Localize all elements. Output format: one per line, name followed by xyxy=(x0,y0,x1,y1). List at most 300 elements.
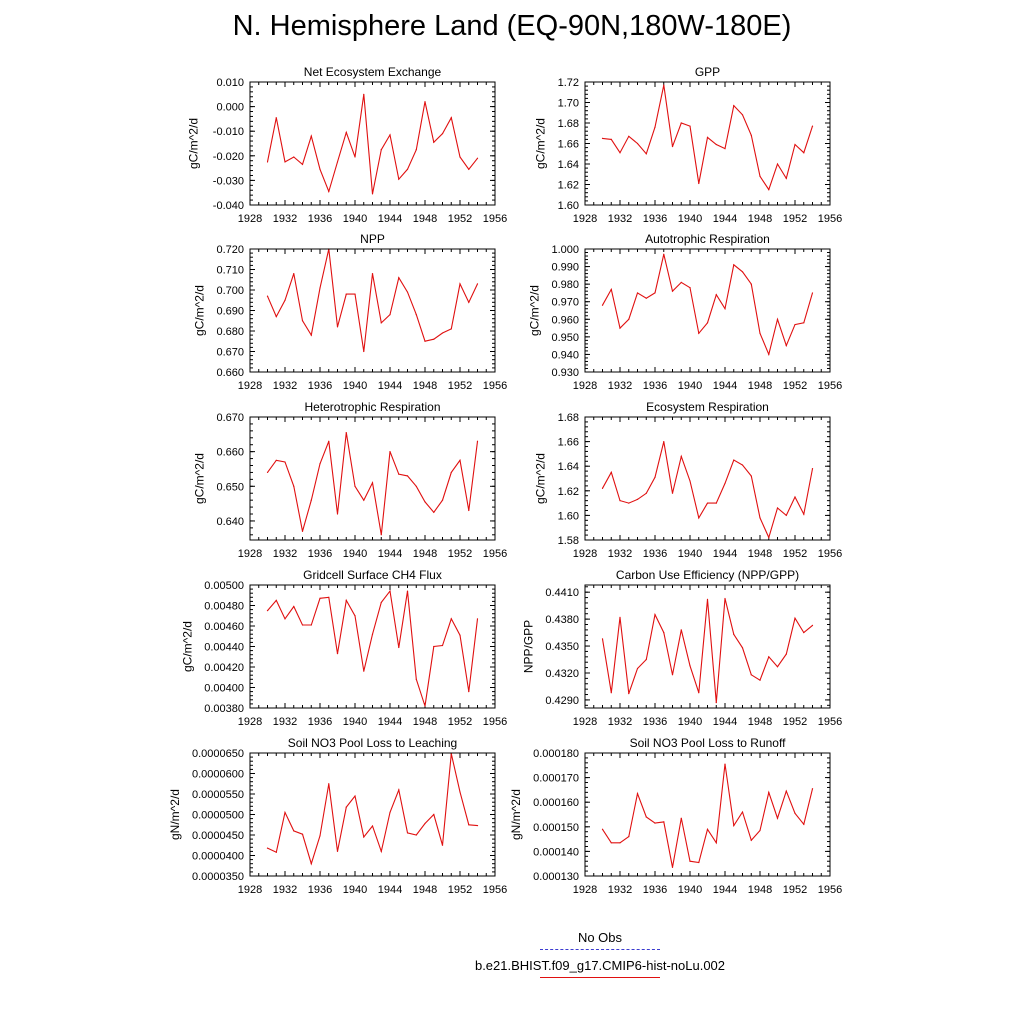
y-tick-label: 0.00400 xyxy=(204,682,244,695)
data-point xyxy=(302,624,303,625)
y-tick-label: 0.4350 xyxy=(545,641,579,654)
y-tick-label: 0.010 xyxy=(216,77,244,89)
data-point xyxy=(346,432,347,433)
data-point xyxy=(707,137,708,138)
y-tick-label: 0.00440 xyxy=(204,641,244,654)
legend-line-no-obs xyxy=(540,949,660,950)
panel-title: GPP xyxy=(694,65,721,79)
data-point xyxy=(354,486,355,487)
data-point xyxy=(389,591,390,592)
data-point xyxy=(302,531,303,532)
data-point xyxy=(442,645,443,646)
panel-5 xyxy=(193,400,508,560)
data-point xyxy=(803,632,804,633)
data-point xyxy=(654,477,655,478)
data-point xyxy=(646,153,647,154)
data-point xyxy=(328,783,329,784)
x-tick-label: 1936 xyxy=(642,213,668,225)
x-tick-label: 1948 xyxy=(412,548,438,560)
plot-frame xyxy=(250,585,495,708)
data-point xyxy=(733,264,734,265)
data-point xyxy=(654,614,655,615)
data-point xyxy=(803,322,804,323)
panel-title: Gridcell Surface CH4 Flux xyxy=(303,568,442,582)
data-point xyxy=(628,503,629,504)
data-point xyxy=(416,486,417,487)
data-point xyxy=(293,486,294,487)
y-tick-label: 1.60 xyxy=(557,200,579,212)
data-point xyxy=(407,291,408,292)
data-point xyxy=(398,474,399,475)
data-point xyxy=(698,517,699,518)
y-tick-label: 0.690 xyxy=(216,305,244,318)
data-point xyxy=(407,169,408,170)
data-point xyxy=(407,832,408,833)
y-tick-label: 0.4380 xyxy=(545,614,579,627)
panel-3 xyxy=(193,232,508,392)
legend-label-model: b.e21.BHIST.f09_g17.CMIP6-hist-noLu.002 xyxy=(474,958,726,973)
panel-title: Autotrophic Respiration xyxy=(645,232,770,246)
y-tick-label: 0.990 xyxy=(551,261,579,274)
data-point xyxy=(389,314,390,315)
x-tick-label: 1932 xyxy=(607,716,633,728)
x-tick-label: 1948 xyxy=(747,716,773,728)
y-tick-label: 0.670 xyxy=(216,412,244,424)
data-point xyxy=(654,823,655,824)
data-point xyxy=(381,534,382,535)
y-tick-label: 1.64 xyxy=(557,461,579,474)
x-tick-label: 1936 xyxy=(642,884,668,896)
data-point xyxy=(716,842,717,843)
data-point xyxy=(707,599,708,600)
data-point xyxy=(433,512,434,513)
data-point xyxy=(786,515,787,516)
data-point xyxy=(276,852,277,853)
series-line xyxy=(268,754,478,864)
data-point xyxy=(619,842,620,843)
data-point xyxy=(724,483,725,484)
data-point xyxy=(267,472,268,473)
data-point xyxy=(786,791,787,792)
panel-6 xyxy=(534,400,843,560)
x-tick-label: 1936 xyxy=(307,716,333,728)
data-point xyxy=(293,606,294,607)
data-point xyxy=(794,144,795,145)
x-tick-label: 1952 xyxy=(782,213,808,225)
x-tick-label: 1940 xyxy=(342,716,368,728)
x-tick-label: 1932 xyxy=(272,716,298,728)
data-point xyxy=(319,169,320,170)
y-tick-label: -0.040 xyxy=(212,200,244,212)
data-point xyxy=(681,629,682,630)
data-point xyxy=(724,763,725,764)
data-point xyxy=(637,668,638,669)
data-point xyxy=(337,653,338,654)
data-point xyxy=(416,149,417,150)
data-point xyxy=(611,289,612,290)
data-point xyxy=(751,284,752,285)
data-point xyxy=(398,277,399,278)
y-tick-label: 0.00380 xyxy=(204,703,244,715)
data-point xyxy=(363,671,364,672)
data-point xyxy=(381,149,382,150)
data-point xyxy=(293,156,294,157)
panel-title: NPP xyxy=(360,232,385,246)
data-point xyxy=(328,191,329,192)
x-tick-label: 1956 xyxy=(817,548,843,560)
data-point xyxy=(716,702,717,703)
data-point xyxy=(328,597,329,598)
data-point xyxy=(681,122,682,123)
y-tick-label: 0.670 xyxy=(216,346,244,359)
data-point xyxy=(337,326,338,327)
data-point xyxy=(276,600,277,601)
data-point xyxy=(363,500,364,501)
data-point xyxy=(794,496,795,497)
y-tick-label: 0.000130 xyxy=(533,871,579,883)
data-point xyxy=(681,282,682,283)
data-point xyxy=(733,825,734,826)
data-point xyxy=(698,692,699,693)
y-axis-label: gC/m^2/d xyxy=(533,118,548,169)
data-point xyxy=(477,283,478,284)
data-point xyxy=(689,125,690,126)
data-point xyxy=(302,834,303,835)
data-point xyxy=(777,507,778,508)
data-point xyxy=(663,821,664,822)
x-tick-label: 1936 xyxy=(642,548,668,560)
data-point xyxy=(698,333,699,334)
data-point xyxy=(672,867,673,868)
x-tick-label: 1944 xyxy=(377,548,403,560)
y-tick-label: 0.000170 xyxy=(533,772,579,785)
y-axis-label: gC/m^2/d xyxy=(527,285,542,336)
data-point xyxy=(468,510,469,511)
panel-title: Soil NO3 Pool Loss to Leaching xyxy=(287,736,458,750)
data-point xyxy=(433,339,434,340)
data-point xyxy=(311,335,312,336)
data-point xyxy=(777,319,778,320)
panel-1 xyxy=(186,65,507,225)
y-tick-label: 0.680 xyxy=(216,326,244,338)
y-tick-label: 0.970 xyxy=(551,296,579,309)
data-point xyxy=(759,830,760,831)
plot-frame xyxy=(250,82,495,205)
x-tick-label: 1928 xyxy=(572,213,598,225)
y-tick-label: 0.700 xyxy=(216,285,244,297)
x-tick-label: 1952 xyxy=(782,380,808,392)
data-point xyxy=(759,176,760,177)
data-point xyxy=(354,156,355,157)
y-axis-label: gC/m^2/d xyxy=(533,453,548,504)
x-tick-label: 1936 xyxy=(642,380,668,392)
y-tick-label: 0.000140 xyxy=(533,846,579,859)
y-tick-label: 1.62 xyxy=(557,485,579,498)
data-point xyxy=(646,659,647,660)
data-point xyxy=(381,322,382,323)
data-point xyxy=(794,618,795,619)
data-point xyxy=(663,84,664,85)
data-point xyxy=(451,472,452,473)
x-tick-label: 1944 xyxy=(377,716,403,728)
x-tick-label: 1940 xyxy=(342,548,368,560)
y-tick-label: 1.66 xyxy=(557,436,579,449)
x-tick-label: 1952 xyxy=(447,213,473,225)
series-line xyxy=(268,591,478,706)
x-tick-label: 1956 xyxy=(817,716,843,728)
plot-frame xyxy=(250,249,495,372)
data-point xyxy=(619,500,620,501)
data-point xyxy=(637,499,638,500)
x-tick-label: 1928 xyxy=(237,548,263,560)
y-tick-label: -0.010 xyxy=(212,126,244,139)
data-point xyxy=(293,273,294,274)
x-tick-label: 1952 xyxy=(782,884,808,896)
data-point xyxy=(459,635,460,636)
data-point xyxy=(372,193,373,194)
x-tick-label: 1928 xyxy=(572,716,598,728)
plot-frame xyxy=(250,417,495,540)
data-point xyxy=(768,354,769,355)
x-tick-label: 1956 xyxy=(482,548,508,560)
data-point xyxy=(751,840,752,841)
data-point xyxy=(363,351,364,352)
plot-frame xyxy=(585,82,830,205)
x-tick-label: 1928 xyxy=(572,548,598,560)
x-tick-label: 1936 xyxy=(642,716,668,728)
data-point xyxy=(267,161,268,162)
y-tick-label: 0.000160 xyxy=(533,797,579,810)
data-point xyxy=(812,292,813,293)
data-point xyxy=(707,322,708,323)
y-tick-label: -0.020 xyxy=(212,150,244,163)
data-point xyxy=(442,845,443,846)
y-tick-label: 1.70 xyxy=(557,97,579,110)
data-point xyxy=(663,254,664,255)
x-tick-label: 1928 xyxy=(572,884,598,896)
data-point xyxy=(372,825,373,826)
data-point xyxy=(777,818,778,819)
data-point xyxy=(477,158,478,159)
x-tick-label: 1944 xyxy=(712,716,738,728)
x-tick-label: 1932 xyxy=(607,213,633,225)
data-point xyxy=(346,294,347,295)
data-point xyxy=(433,814,434,815)
x-tick-label: 1952 xyxy=(447,884,473,896)
data-point xyxy=(663,632,664,633)
y-axis-label: gC/m^2/d xyxy=(192,453,207,504)
x-tick-label: 1944 xyxy=(377,213,403,225)
y-tick-label: 1.66 xyxy=(557,138,579,151)
data-point xyxy=(346,132,347,133)
data-point xyxy=(689,287,690,288)
data-point xyxy=(803,152,804,153)
series-line xyxy=(268,433,478,535)
y-axis-label: gN/m^2/d xyxy=(168,789,183,840)
x-tick-label: 1948 xyxy=(412,716,438,728)
data-point xyxy=(468,691,469,692)
x-tick-label: 1940 xyxy=(342,213,368,225)
y-axis-label: NPP/GPP xyxy=(521,619,536,674)
data-point xyxy=(468,824,469,825)
data-point xyxy=(363,94,364,95)
data-point xyxy=(302,164,303,165)
x-tick-label: 1944 xyxy=(712,213,738,225)
data-point xyxy=(716,503,717,504)
data-point xyxy=(284,461,285,462)
data-point xyxy=(424,101,425,102)
data-point xyxy=(698,183,699,184)
panel-9 xyxy=(168,736,507,896)
data-point xyxy=(442,500,443,501)
series-line xyxy=(603,442,813,538)
y-tick-label: 1.68 xyxy=(557,118,579,130)
data-point xyxy=(267,296,268,297)
y-tick-label: 0.650 xyxy=(216,481,244,494)
data-point xyxy=(337,513,338,514)
data-point xyxy=(716,294,717,295)
panel-title: Heterotrophic Respiration xyxy=(304,400,441,414)
x-tick-label: 1940 xyxy=(677,884,703,896)
y-axis-label: gC/m^2/d xyxy=(186,118,201,169)
data-point xyxy=(354,795,355,796)
data-point xyxy=(372,273,373,274)
x-tick-label: 1932 xyxy=(272,548,298,560)
data-point xyxy=(742,464,743,465)
data-point xyxy=(346,600,347,601)
data-point xyxy=(459,460,460,461)
data-point xyxy=(389,134,390,135)
x-tick-label: 1928 xyxy=(237,380,263,392)
data-point xyxy=(707,503,708,504)
y-tick-label: 1.72 xyxy=(557,77,579,89)
x-tick-label: 1948 xyxy=(747,548,773,560)
page-title: N. Hemisphere Land (EQ-90N,180W-180E) xyxy=(232,10,792,42)
data-point xyxy=(742,114,743,115)
data-point xyxy=(328,441,329,442)
data-point xyxy=(759,680,760,681)
x-tick-label: 1956 xyxy=(817,884,843,896)
panel-title: Ecosystem Respiration xyxy=(646,400,769,414)
legend-line-model xyxy=(540,977,660,978)
data-point xyxy=(812,625,813,626)
data-point xyxy=(442,332,443,333)
data-point xyxy=(319,287,320,288)
data-point xyxy=(724,308,725,309)
y-tick-label: 0.000 xyxy=(216,101,244,114)
data-point xyxy=(681,818,682,819)
data-point xyxy=(733,459,734,460)
x-tick-label: 1940 xyxy=(677,716,703,728)
x-tick-label: 1944 xyxy=(712,380,738,392)
data-point xyxy=(751,135,752,136)
data-point xyxy=(646,298,647,299)
y-tick-label: 0.00460 xyxy=(204,621,244,633)
data-point xyxy=(311,136,312,137)
data-point xyxy=(672,291,673,292)
series-line xyxy=(603,764,813,867)
data-point xyxy=(416,679,417,680)
x-tick-label: 1932 xyxy=(607,380,633,392)
x-tick-label: 1948 xyxy=(412,884,438,896)
plot-frame xyxy=(585,417,830,540)
y-tick-label: 0.930 xyxy=(551,367,579,379)
data-point xyxy=(354,615,355,616)
data-point xyxy=(619,152,620,153)
x-tick-label: 1952 xyxy=(447,380,473,392)
data-point xyxy=(407,591,408,592)
panel-title: Soil NO3 Pool Loss to Runoff xyxy=(629,736,786,750)
y-tick-label: 1.60 xyxy=(557,510,579,523)
y-tick-label: 1.64 xyxy=(557,159,579,171)
data-point xyxy=(611,692,612,693)
data-point xyxy=(751,475,752,476)
data-point xyxy=(733,634,734,635)
data-point xyxy=(398,789,399,790)
x-tick-label: 1948 xyxy=(412,380,438,392)
data-point xyxy=(311,863,312,864)
data-point xyxy=(751,674,752,675)
x-tick-label: 1928 xyxy=(237,213,263,225)
data-point xyxy=(672,146,673,147)
data-point xyxy=(372,634,373,635)
data-point xyxy=(319,835,320,836)
data-point xyxy=(698,862,699,863)
y-tick-label: 0.660 xyxy=(216,446,244,459)
series-line xyxy=(603,254,813,354)
data-point xyxy=(689,480,690,481)
panel-title: Carbon Use Efficiency (NPP/GPP) xyxy=(615,568,800,582)
plot-frame xyxy=(585,753,830,876)
data-point xyxy=(477,825,478,826)
x-tick-label: 1948 xyxy=(747,380,773,392)
y-tick-label: 1.62 xyxy=(557,179,579,192)
data-point xyxy=(646,493,647,494)
data-point xyxy=(654,127,655,128)
data-point xyxy=(459,283,460,284)
data-point xyxy=(628,136,629,137)
data-point xyxy=(372,482,373,483)
data-point xyxy=(611,139,612,140)
panel-2 xyxy=(534,65,843,225)
series-line xyxy=(268,249,478,352)
data-point xyxy=(416,834,417,835)
x-tick-label: 1932 xyxy=(272,884,298,896)
y-tick-label: 0.00500 xyxy=(204,580,244,592)
data-point xyxy=(276,460,277,461)
data-point xyxy=(602,638,603,639)
plot-frame xyxy=(250,753,495,876)
data-point xyxy=(381,851,382,852)
plot-frame xyxy=(585,249,830,372)
data-point xyxy=(477,618,478,619)
data-point xyxy=(812,125,813,126)
data-point xyxy=(337,161,338,162)
data-point xyxy=(424,341,425,342)
y-tick-label: 0.4410 xyxy=(545,587,579,600)
y-tick-label: 0.980 xyxy=(551,279,579,292)
data-point xyxy=(602,138,603,139)
y-tick-label: 0.0000500 xyxy=(192,809,244,822)
x-tick-label: 1956 xyxy=(482,884,508,896)
x-tick-label: 1944 xyxy=(712,884,738,896)
data-point xyxy=(689,665,690,666)
y-tick-label: 0.0000450 xyxy=(192,830,244,842)
data-point xyxy=(742,271,743,272)
data-point xyxy=(786,345,787,346)
data-point xyxy=(803,514,804,515)
data-point xyxy=(451,117,452,118)
